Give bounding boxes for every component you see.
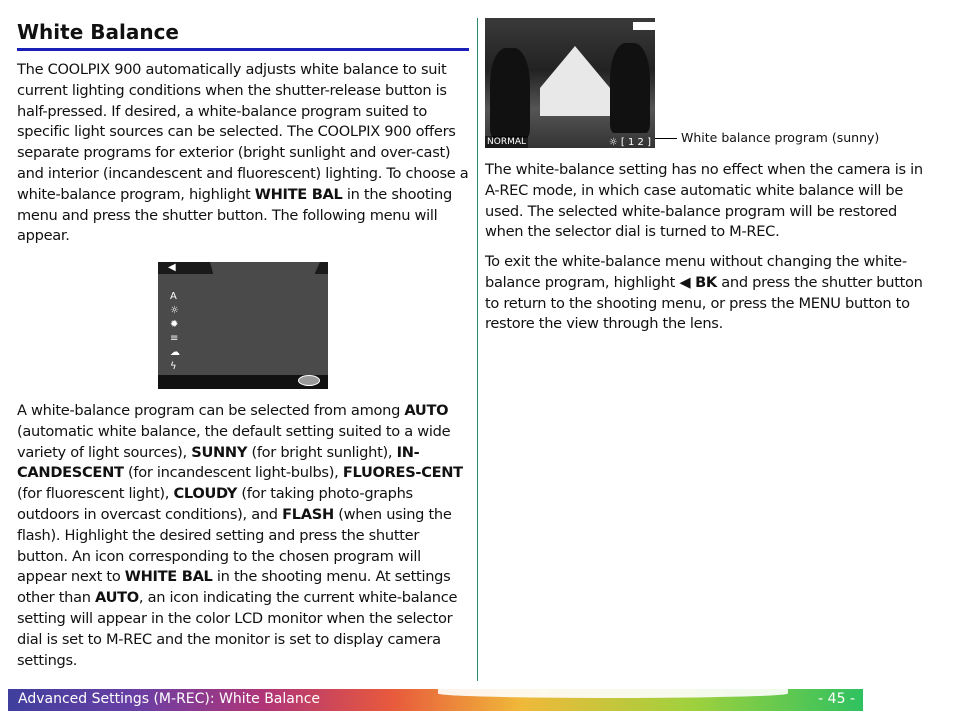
white-balance-menu-screenshot <box>158 262 328 389</box>
page-footer <box>8 689 863 711</box>
tree-shape <box>610 43 650 133</box>
lcd-monitor-photo <box>485 18 655 148</box>
frames-remaining: ☼ [ 1 2 ] <box>608 137 651 148</box>
callout-line <box>655 138 677 139</box>
tree-shape <box>490 48 530 138</box>
incandescent-icon: ✹ <box>170 319 179 330</box>
white-balance-icon-list <box>170 290 180 374</box>
house-shape <box>540 46 610 116</box>
page-title: White Balance <box>17 18 469 51</box>
cloudy-icon: ☁ <box>170 347 180 358</box>
quality-label: NORMAL <box>487 137 527 147</box>
back-term: ◀ BK <box>679 273 717 291</box>
callout-label: White balance program (sunny) <box>681 130 880 145</box>
white-bal-term: WHITE BAL <box>254 185 343 203</box>
programs-paragraph: A white-balance program can be selected from among AUTO (automatic white balance, the default setting suited to a wide variety of light sources), SUNNY (for bright sunlight), IN-CANDESCENT (for incandescent light-bulbs), FLUORES-CENT (for fluorescent light), CLOUDY (for taking photo-graphs outdoors in overcast conditions), and FLASH (when using the flash). Highlight the desired setting and press the shutter button. An icon corresponding to the chosen program will appear next to WHITE BAL in the shooting menu. At settings other than AUTO, an icon indicating the current white-balance setting will appear in the color LCD monitor when the selector dial is set to M-REC and the monitor is set to display camera settings. <box>17 402 463 669</box>
ok-button-icon <box>298 375 320 386</box>
flash-icon: ϟ <box>170 361 177 372</box>
page-number: - 45 - <box>818 691 855 707</box>
arec-paragraph: The white-balance setting has no effect when the camera is in A-REC mode, in which case automatic white balance will be used. The selected white-balance program will be restored when the selector dial is turned to M-REC. <box>485 161 923 241</box>
battery-icon <box>633 22 655 30</box>
footer-section-title: Advanced Settings (M-REC): White Balance <box>18 691 321 707</box>
left-column <box>17 18 469 669</box>
fluorescent-icon: ≡ <box>170 333 179 344</box>
auto-icon: A <box>170 291 177 302</box>
back-arrow-icon: ◀ <box>158 262 210 274</box>
intro-paragraph: The COOLPIX 900 automatically adjusts white balance to suit current lighting conditions when the shutter-release button is half-pressed. If desired, a white-balance program suited to specific light sources can be selected. The COOLPIX 900 offers separate programs for exterior (bright sunlight and over-cast) and interior (incandescent and fluorescent) lighting. To choose a white-balance program, highlight WHITE BAL in the shooting menu and press the shutter button. The following menu will appear. <box>17 61 469 245</box>
sunny-icon: ☼ <box>170 305 179 316</box>
column-divider <box>477 18 478 681</box>
exit-paragraph: To exit the white-balance menu without changing the white-balance program, highlight ◀ BK and press the shutter button to return to the shooting menu, or press the MENU button to restore the view through the lens. <box>485 253 923 333</box>
